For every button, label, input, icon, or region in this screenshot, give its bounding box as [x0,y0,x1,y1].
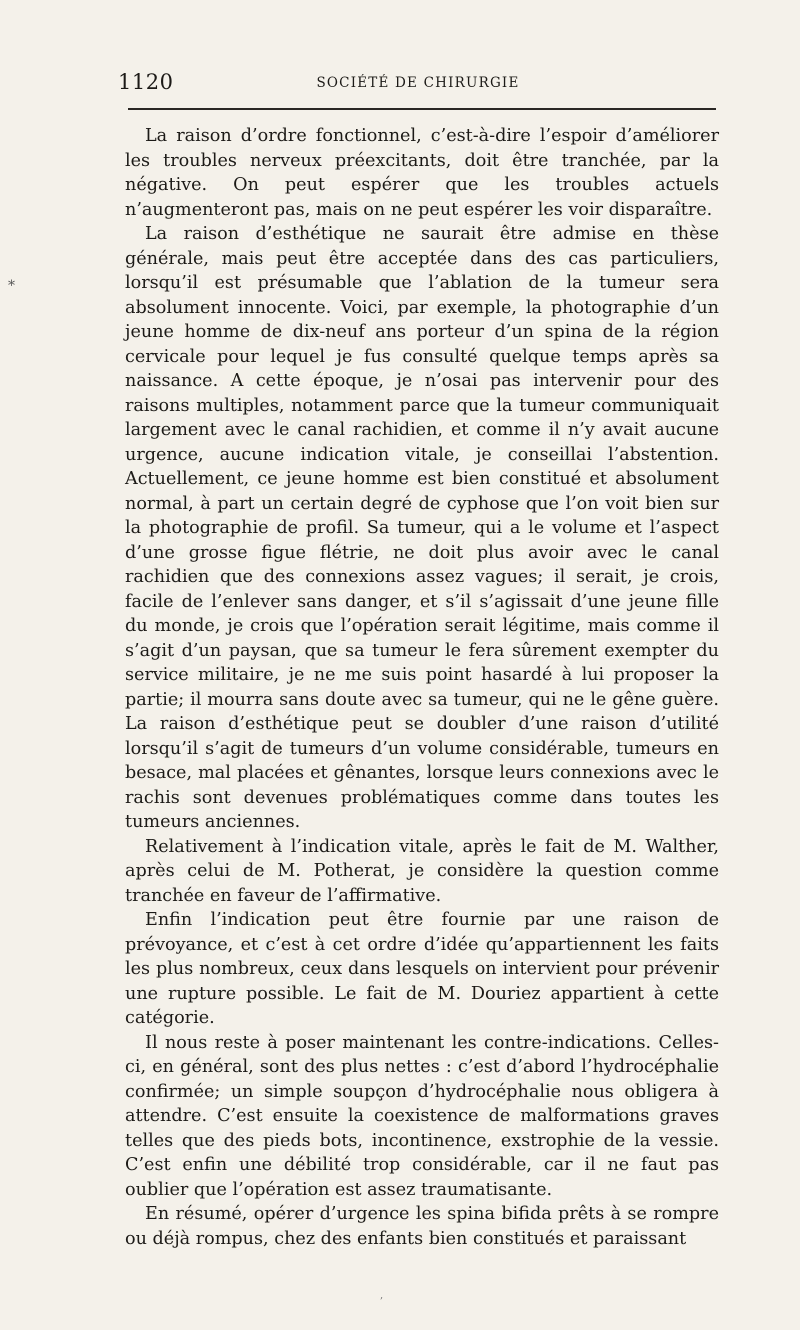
header-rule [128,108,716,110]
paragraph-3: Relativement à l’indication vitale, après le fait de M. Walther, après celui de M. Potherat, je considère la question comme tranchée en faveur de l’affirmative. [125,836,719,906]
paragraph-4: Enfin l’indication peut être fournie par une raison de prévoyance, et c’est à cet ordre d’idée qu’appartiennent les faits les plus nombreux, ceux dans lesquels on intervient pour prévenir une rupture possible. Le fait de M. Douriez appartient à cette catégorie. [125,910,719,1028]
print-speck: , [380,1290,384,1301]
margin-mark: * [8,278,15,294]
page-header [118,70,718,100]
page-number: 1120 [118,70,174,94]
running-title: SOCIÉTÉ DE CHIRURGIE [316,75,520,91]
paragraph-6: En résumé, opérer d’urgence les spina bifida prêts à se rompre ou déjà rompus, chez des enfants bien constitués et paraissant [125,1204,719,1249]
paragraph-2: La raison d’esthétique ne saurait être admise en thèse générale, mais peut être acceptée dans des cas particuliers, lorsqu’il est présumable que l’ablation de la tumeur sera absolument innocente. Voici, par exemple, la photographie d’un jeune homme de dix-neuf ans porteur d’un spina de la région cervicale pour lequel je fus consulté quelque temps après sa naissance. A cette époque, je n’osai pas intervenir pour des raisons multiples, notamment parce que la tumeur communiquait largement avec le canal rachidien, et comme il n’y avait aucune urgence, aucune indication vitale, je conseillai l’abstention. Actuellement, ce jeune homme est bien constitué et absolument normal, à part un certain degré de cyphose que l’on voit bien sur la photographie de profil. Sa tumeur, qui a le volume et l’aspect d’une grosse figue flétrie, ne doit plus avoir avec le canal rachidien que des connexions assez vagues; il serait, je crois, facile de l’enlever sans danger, et s’il s’agissait d’une jeune fille du monde, je crois que l’opération serait légitime, mais comme il s’agit d’un paysan, que sa tumeur le fera sûrement exempter du service militaire, je ne me suis point hasardé à lui proposer la partie; il mourra sans doute avec sa tumeur, qui ne le gêne guère. La raison d’esthétique peut se doubler d’une raison d’utilité lorsqu’il s’agit de tumeurs d’un volume considérable, tumeurs en besace, mal placées et gênantes, lorsque leurs connexions avec le rachis sont devenues problématiques comme dans toutes les tumeurs anciennes. [125,224,719,832]
paragraph-5: Il nous reste à poser maintenant les contre-indications. Celles-ci, en général, sont des plus nettes : c’est d’abord l’hydrocéphalie confirmée; un simple soupçon d’hydrocéphalie nous obligera à attendre. C’est ensuite la coexistence de malformations graves telles que des pieds bots, incontinence, exstrophie de la vessie. C’est enfin une débilité trop considérable, car il ne faut pas oublier que l’opération est assez traumatisante. [125,1032,719,1200]
body-text [125,124,719,1251]
paragraph-1: La raison d’ordre fonctionnel, c’est-à-dire l’espoir d’améliorer les troubles nerveux préexcitants, doit être tranchée, par la négative. On peut espérer que les troubles actuels n’augmenteront pas, mais on ne peut espérer les voir disparaître. [125,126,719,220]
